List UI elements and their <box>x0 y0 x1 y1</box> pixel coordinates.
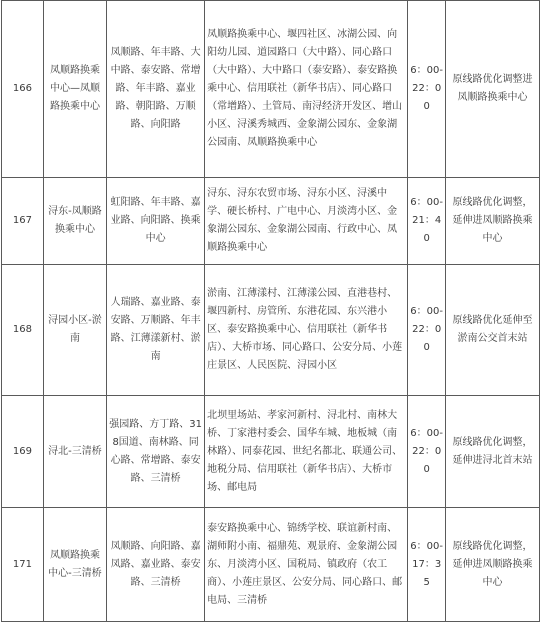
route-table <box>1 0 540 622</box>
route-roads: 强园路、方丁路、318国道、南林路、同心路、常增路、泰安路、三清桥 <box>107 396 205 508</box>
table-row <box>2 178 540 265</box>
route-note: 原线路优化调整，延伸进凤顺路换乘中心 <box>446 508 540 622</box>
route-stops: 泰安路换乘中心、锦绣学校、联谊新村南、湖师附小南、福鼎苑、观景府、金象湖公园东、月淡湾小区、国税局、镇政府（农工商）、小莲庄景区、公安分局、同心路口、邮电局、三清桥 <box>205 508 408 622</box>
table-row <box>2 508 540 622</box>
route-number: 169 <box>2 396 44 508</box>
route-roads: 凤顺路、年丰路、大中路、泰安路、常增路、年丰路、嘉业路、朝阳路、万顺路、向阳路 <box>107 1 205 178</box>
route-number: 168 <box>2 265 44 396</box>
route-name: 浔东-凤顺路换乘中心 <box>43 178 106 265</box>
route-note: 原线路优化调整，延伸进浔北首末站 <box>446 396 540 508</box>
route-note: 原线路优化调整，延伸进凤顺路换乘中心 <box>446 178 540 265</box>
route-service-time: 6：00-17：35 <box>408 508 446 622</box>
route-note: 原线路优化延伸至淤南公交首末站 <box>446 265 540 396</box>
route-name: 浔北-三清桥 <box>43 396 106 508</box>
route-number: 167 <box>2 178 44 265</box>
route-service-time: 6：00-22：00 <box>408 396 446 508</box>
table-row <box>2 396 540 508</box>
route-stops: 凤顺路换乘中心、堰四社区、冰湖公园、向阳幼儿园、道园路口（大中路）、同心路口（大中路）、大中路口（泰安路）、泰安路换乘中心、信用联社（新华书店）、同心路口（常增路）、土管局、南浔经济开发区、增山小区、浔溪秀城西、金象湖公园东、金象湖公园南、凤顺路换乘中心 <box>205 1 408 178</box>
route-name: 凤顺路换乘中心—凤顺路换乘中心 <box>43 1 106 178</box>
route-name: 浔园小区-淤南 <box>43 265 106 396</box>
route-stops: 北坝里场站、孝家河新村、浔北村、南林大桥、丁家港村委会、国华车城、地板城（南林路）、同泰花园、世纪名都北、联通公司、地税分局、信用联社（新华书店）、大桥市场、邮电局 <box>205 396 408 508</box>
table-row <box>2 265 540 396</box>
table-row <box>2 1 540 178</box>
route-name: 凤顺路换乘中心-三清桥 <box>43 508 106 622</box>
route-roads: 凤顺路、向阳路、嘉凤路、嘉业路、泰安路、三清桥 <box>107 508 205 622</box>
route-roads: 人瑞路、嘉业路、泰安路、万顺路、年丰路、江薄漾新村、淤南 <box>107 265 205 396</box>
route-service-time: 6：00-21：40 <box>408 178 446 265</box>
route-roads: 虹阳路、年丰路、嘉业路、向阳路、换乘中心 <box>107 178 205 265</box>
route-service-time: 6：00-22：00 <box>408 265 446 396</box>
route-number: 171 <box>2 508 44 622</box>
route-number: 166 <box>2 1 44 178</box>
route-stops: 淤南、江薄漾村、江薄漾公园、直港巷村、堰四新村、房管所、东港花园、东兴港小区、泰安路换乘中心、信用联社（新华书店）、大桥市场、同心路口、公安分局、小莲庄景区、人民医院、浔园小区 <box>205 265 408 396</box>
route-stops: 浔东、浔东农贸市场、浔东小区、浔溪中学、硬长桥村、广电中心、月淡湾小区、金象湖公园东、金象湖公园南、行政中心、凤顺路换乘中心 <box>205 178 408 265</box>
route-note: 原线路优化调整进凤顺路换乘中心 <box>446 1 540 178</box>
route-service-time: 6：00-22：00 <box>408 1 446 178</box>
